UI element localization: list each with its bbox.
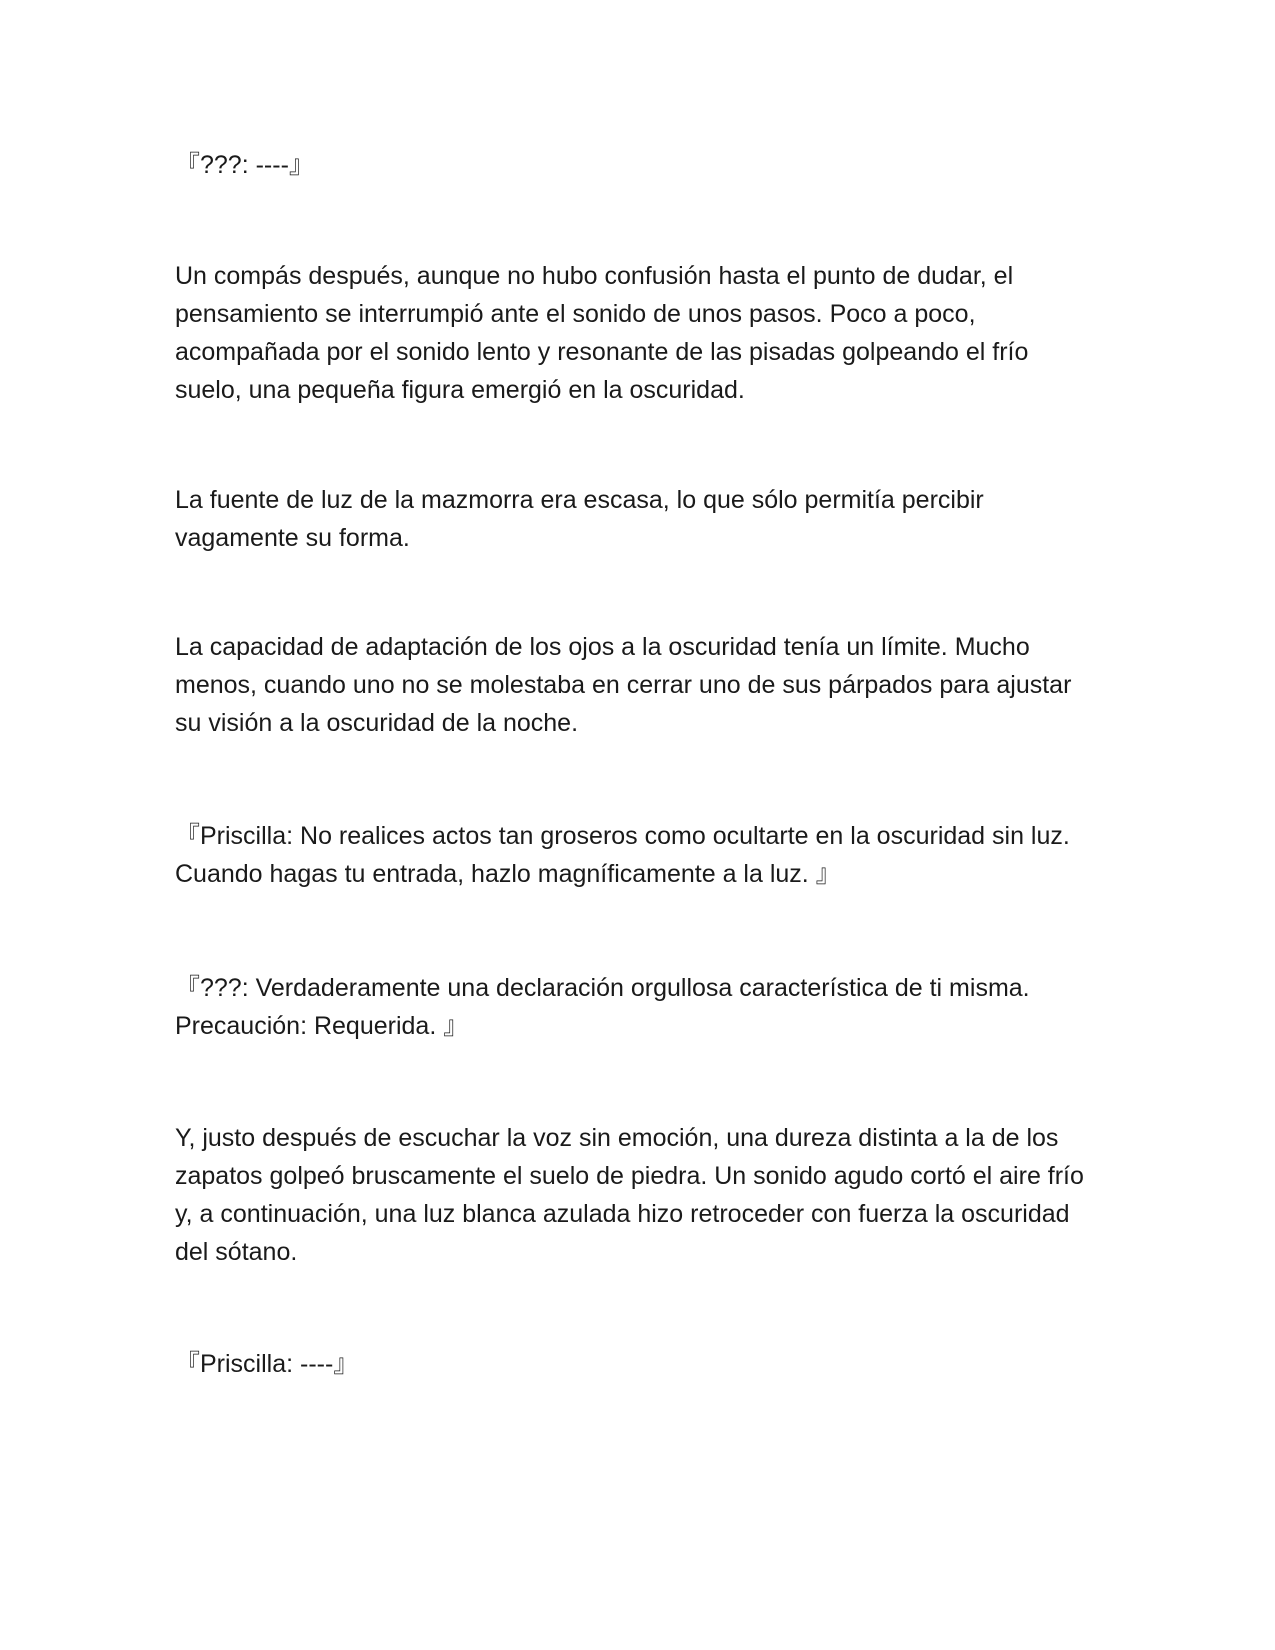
dialogue-unknown-2: 『???: Verdaderamente una declaración orgullosa característica de ti misma. Precaución: Requerida. 』 [175,974,1030,1040]
dialogue-unknown-1: 『???: ----』 [175,151,314,179]
narration-paragraph-eyes-adaptation: La capacidad de adaptación de los ojos a la oscuridad tenía un límite. Mucho menos, cuando uno no se molestaba en cerrar uno de sus párpados para ajustar su visión a la oscuridad de la noche. [175,633,1072,737]
narration-paragraph-light-source: La fuente de luz de la mazmorra era escasa, lo que sólo permitía percibir vagamente su forma. [175,486,984,552]
dialogue-priscilla-2: 『Priscilla: ----』 [175,1350,359,1378]
dialogue-priscilla-1: 『Priscilla: No realices actos tan groseros como ocultarte en la oscuridad sin luz. Cuando hagas tu entrada, hazlo magníficamente a la luz. 』 [175,822,1070,888]
narration-paragraph-footsteps: Un compás después, aunque no hubo confusión hasta el punto de dudar, el pensamiento se interrumpió ante el sonido de unos pasos. Poco a poco, acompañada por el sonido lento y resonante de las pisadas golpeando el frío suelo, una pequeña figura emergió en la oscuridad. [175,262,1029,404]
narration-paragraph-blue-light: Y, justo después de escuchar la voz sin emoción, una dureza distinta a la de los zapatos golpeó bruscamente el suelo de piedra. Un sonido agudo cortó el aire frío y, a continuación, una luz blanca azulada hizo retroceder con fuerza la oscuridad del sótano. [175,1124,1084,1266]
